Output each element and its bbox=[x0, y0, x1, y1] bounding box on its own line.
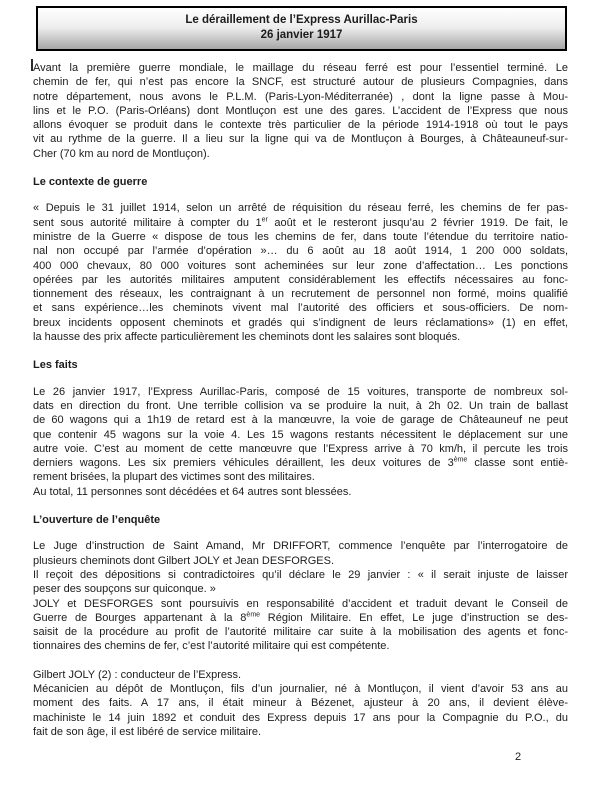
text-line: derniers wagons. Les six premiers véhicules déraillent, les deux voitures de 3ème classe sont entiè- bbox=[33, 456, 569, 470]
paragraph bbox=[33, 385, 568, 499]
page-number: 2 bbox=[515, 751, 522, 763]
text-line: breux incidents opposent cheminots et gradés qui s’indignent de leurs réclamations» (1) en effet, bbox=[33, 316, 568, 329]
text-line: allons évoquer se produit dans le contexte très particulier de la période 1914-1918 où tout le pays bbox=[33, 119, 568, 132]
text-line: nal non occupé par l’armée d’opération »… du 6 août au 18 août 1914, 1 200 000 soldats, bbox=[33, 245, 568, 258]
paragraph bbox=[33, 668, 568, 739]
text-line: Le 26 janvier 1917, l’Express Aurillac-Paris, composé de 15 voitures, transporte de nombreux sol- bbox=[33, 385, 568, 398]
text-line: plusieurs cheminots dont Gilbert JOLY et Jean DESFORGES. bbox=[33, 554, 335, 567]
text-line: Le Juge d’instruction de Saint Amand, Mr DRIFFORT, commence l’enquête par l’interrogatoire de bbox=[33, 540, 568, 553]
text-line: et sans expérience…les cheminots vivent mal l’autorité des officiers et sous-officiers. De nom- bbox=[33, 302, 568, 315]
text-line: machiniste le 14 juin 1892 et conduit des Express depuis 17 ans pour la Compagnie du P.O., du bbox=[33, 711, 568, 724]
text-line: ministre de la Guerre « dispose de tous les chemins de fer, dans toute l’étendue du territoire natio- bbox=[33, 230, 568, 243]
text-line: Avant la première guerre mondiale, le maillage du réseau ferré est pour l’essentiel terminé. Le bbox=[33, 62, 568, 74]
document-subtitle: 26 janvier 1917 bbox=[260, 29, 343, 41]
section-heading: L’ouverture de l’enquête bbox=[33, 514, 161, 527]
text-line: Cher (70 km au nord de Montluçon). bbox=[33, 147, 210, 160]
text-line: de 60 wagons qui a 1h19 de retard est à la manœuvre, la voie de garage de Châteauneuf ne peut bbox=[33, 414, 568, 427]
section-heading: Les faits bbox=[33, 359, 78, 372]
text-line: peser des soupçons sur quiconque. » bbox=[33, 583, 216, 596]
frame-tick bbox=[31, 59, 33, 71]
text-line: Il reçoit des dépositions si contradictoires qu’il déclare le 29 janvier : « il serait injuste de laisser bbox=[33, 568, 568, 581]
text-line: fait de son âge, il est libéré de service militaire. bbox=[33, 725, 262, 738]
paragraph bbox=[33, 201, 568, 344]
text-line: Mécanicien au dépôt de Montluçon, fils d’un journalier, né à Montluçon, il vient d’avoir 53 ans au bbox=[33, 682, 568, 695]
text-line: rement brisées, la plupart des victimes sont des militaires. bbox=[33, 471, 315, 484]
text-line: dats en direction du front. Une terrible collision va se produire la nuit, à 2h 02. Un train de ballast bbox=[33, 399, 568, 412]
paragraph bbox=[33, 61, 568, 161]
text-line: « Depuis le 31 juillet 1914, selon un arrêté de réquisition du réseau ferré, les chemins de fer pas- bbox=[33, 202, 568, 215]
text-line: tionnement des réseaux, les contraignant à un recrutement de personnel non formé, moins qualifié bbox=[33, 288, 568, 301]
text-line: saisit de la procédure au profit de l’autorité militaire car suite à la mobilisation des agents et fonc- bbox=[33, 626, 568, 639]
text-line: moment des faits. A 17 ans, il était mineur à Bézenet, ajusteur à 20 ans, il devient élève- bbox=[33, 697, 568, 710]
text-line: vit au rythme de la guerre. Il a lieu sur la ligne qui va de Montluçon à Bourges, à Châteauneuf-sur- bbox=[33, 133, 568, 146]
text-line: la hausse des prix affecte particulièrement les cheminots dont les salaires sont bloqués. bbox=[33, 331, 461, 344]
text-line: JOLY et DESFORGES sont poursuivis en responsabilité d’accident et traduit devant le Conseil de bbox=[33, 597, 568, 610]
text-line: tionnaires des chemins de fer, c’est l’autorité militaire qui est compétente. bbox=[33, 640, 390, 653]
text-line: que contenir 45 wagons sur la voie 4. Les 15 wagons restants nécessitent le déplacement sur une bbox=[33, 428, 568, 441]
text-line: lins et le P.O. (Paris-Orléans) dont Montluçon est une des gares. L’accident de l’Express que nous bbox=[33, 104, 568, 117]
document-title: Le déraillement de l’Express Aurillac-Paris bbox=[185, 14, 418, 26]
text-line: Au total, 11 personnes sont décédées et 64 autres sont blessées. bbox=[33, 485, 352, 498]
document-body bbox=[33, 61, 568, 739]
section-heading: Le contexte de guerre bbox=[33, 176, 148, 189]
text-line: Gilbert JOLY (2) : conducteur de l’Express. bbox=[33, 668, 242, 681]
text-line: Guerre de Bourges appartenant à la 8ème Région Militaire. En effet, Le juge d’instruction se des- bbox=[33, 611, 568, 624]
text-line: autre voie. C’est au moment de cette manœuvre que l’Express arrive à 70 km/h, il percute les trois bbox=[33, 442, 568, 455]
text-line: sent sous autorité militaire à compter du 1er août et le resteront jusqu’au 2 février 1919. De fait, le bbox=[33, 216, 568, 229]
text-line: opérées par les autorités militaires amputent considérablement les effectifs nécessaires au fonc- bbox=[33, 273, 568, 286]
text-line: notre département, nous avons le P.L.M. (Paris-Lyon-Méditerranée) , dont la ligne passe à Mou- bbox=[33, 90, 568, 103]
text-line: chemin de fer, qui n’est pas encore la SNCF, est structuré autour de plusieurs Compagnies, dans bbox=[33, 76, 568, 89]
paragraph bbox=[33, 539, 568, 653]
text-line: 400 000 chevaux, 80 000 voitures sont acheminées sur leur zone d’affectation… Les ponctions bbox=[33, 259, 568, 272]
title-box bbox=[36, 6, 567, 51]
